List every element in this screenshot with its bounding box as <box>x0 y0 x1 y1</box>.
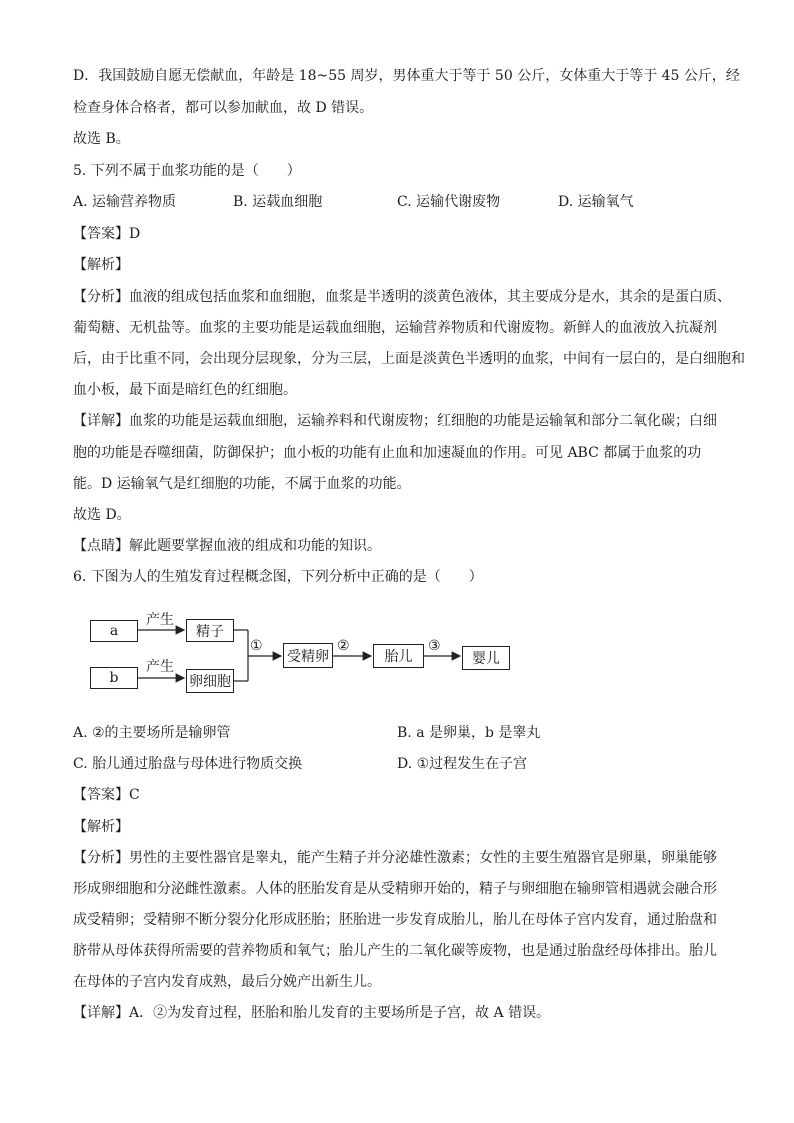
question-6-stem: 6. 下图为人的生殖发育过程概念图，下列分析中正确的是（ ） <box>73 569 483 585</box>
label-step2: ② <box>337 638 350 654</box>
text-line: 血小板，最下面是暗红色的红细胞。 <box>73 382 297 398</box>
box-fetus: 胎儿 <box>373 644 424 668</box>
text-line: 胞的功能是吞噬细菌，防御保护；血小板的功能有止血和加速凝血的作用。可见 ABC 都属于血浆的功 <box>73 445 702 461</box>
text-line: 【点睛】解此题要掌握血液的组成和功能的知识。 <box>73 538 381 554</box>
q5-option-d: D. 运输氧气 <box>558 194 634 210</box>
answer-label: 【答案】D <box>73 226 141 242</box>
q5-option-c: C. 运输代谢废物 <box>397 194 501 210</box>
analysis-label: 【解析】 <box>73 257 129 273</box>
text-line: 【详解】血浆的功能是运载血细胞，运输养料和代谢废物；红细胞的功能是运输氧和部分二氧化碳；白细 <box>73 413 717 429</box>
text-line: 【分析】血液的组成包括血浆和血细胞，血浆是半透明的淡黄色液体，其主要成分是水，其余的是蛋白质、 <box>73 289 731 305</box>
label-step3: ③ <box>428 638 441 654</box>
text-line: 能。D 运输氧气是红细胞的功能，不属于血浆的功能。 <box>73 476 411 492</box>
text-line: 形成卵细胞和分泌雌性激素。人体的胚胎发育是从受精卵开始的，精子与卵细胞在输卵管相遇就会融合形 <box>73 881 717 897</box>
analysis-label: 【解析】 <box>73 819 129 835</box>
text-line: 检查身体合格者，都可以参加献血，故 D 错误。 <box>73 100 374 116</box>
text-line: 葡萄糖、无机盐等。血浆的主要功能是运载血细胞，运输营养物质和代谢废物。新鲜人的血液放入抗凝剂 <box>73 320 717 336</box>
box-infant: 婴儿 <box>462 646 510 670</box>
q5-option-b: B. 运载血细胞 <box>233 194 323 210</box>
text-line: 后，由于比重不同，会出现分层现象，分为三层，上面是淡黄色半透明的血浆，中间有一层白的，是白细胞和 <box>73 351 745 367</box>
q6-option-a: A. ②的主要场所是输卵管 <box>73 725 231 741</box>
question-5-stem: 5. 下列不属于血浆功能的是（ ） <box>73 163 301 179</box>
q5-option-a: A. 运输营养物质 <box>73 194 177 210</box>
text-line: 故选 B。 <box>73 131 130 147</box>
text-line: 成受精卵；受精卵不断分裂分化形成胚胎；胚胎进一步发育成胎儿，胎儿在母体子宫内发育，通过胎盘和 <box>73 912 717 928</box>
text-line: 【分析】男性的主要性器官是睾丸，能产生精子并分泌雄性激素；女性的主要生殖器官是卵巢，卵巢能够 <box>73 850 717 866</box>
box-zygote: 受精卵 <box>283 643 333 668</box>
text-line: 【详解】A．②为发育过程，胚胎和胎儿发育的主要场所是子宫，故 A 错误。 <box>73 1005 551 1021</box>
box-b: b <box>90 667 138 689</box>
text-line: 脐带从母体获得所需要的营养物质和氧气；胎儿产生的二氧化碳等废物，也是通过胎盘经母体排出。胎儿 <box>73 943 717 959</box>
box-a: a <box>90 620 138 642</box>
text-line: D．我国鼓励自愿无偿献血，年龄是 18~55 周岁，男体重大于等于 50 公斤，女体重大于等于 45 公斤，经 <box>73 68 740 84</box>
label-step1: ① <box>250 638 263 654</box>
q6-option-c: C. 胎儿通过胎盘与母体进行物质交换 <box>73 756 303 772</box>
box-egg: 卵细胞 <box>186 669 234 693</box>
answer-label: 【答案】C <box>73 787 140 803</box>
text-line: 在母体的子宫内发育成熟，最后分娩产出新生儿。 <box>73 974 381 990</box>
label-produce-bottom: 产生 <box>146 659 174 675</box>
q6-option-d: D. ①过程发生在子宫 <box>397 756 528 772</box>
text-line: 故选 D。 <box>73 507 131 523</box>
label-produce-top: 产生 <box>146 612 174 628</box>
q6-option-b: B. a 是卵巢，b 是睾丸 <box>397 725 541 741</box>
box-sperm: 精子 <box>186 619 234 642</box>
